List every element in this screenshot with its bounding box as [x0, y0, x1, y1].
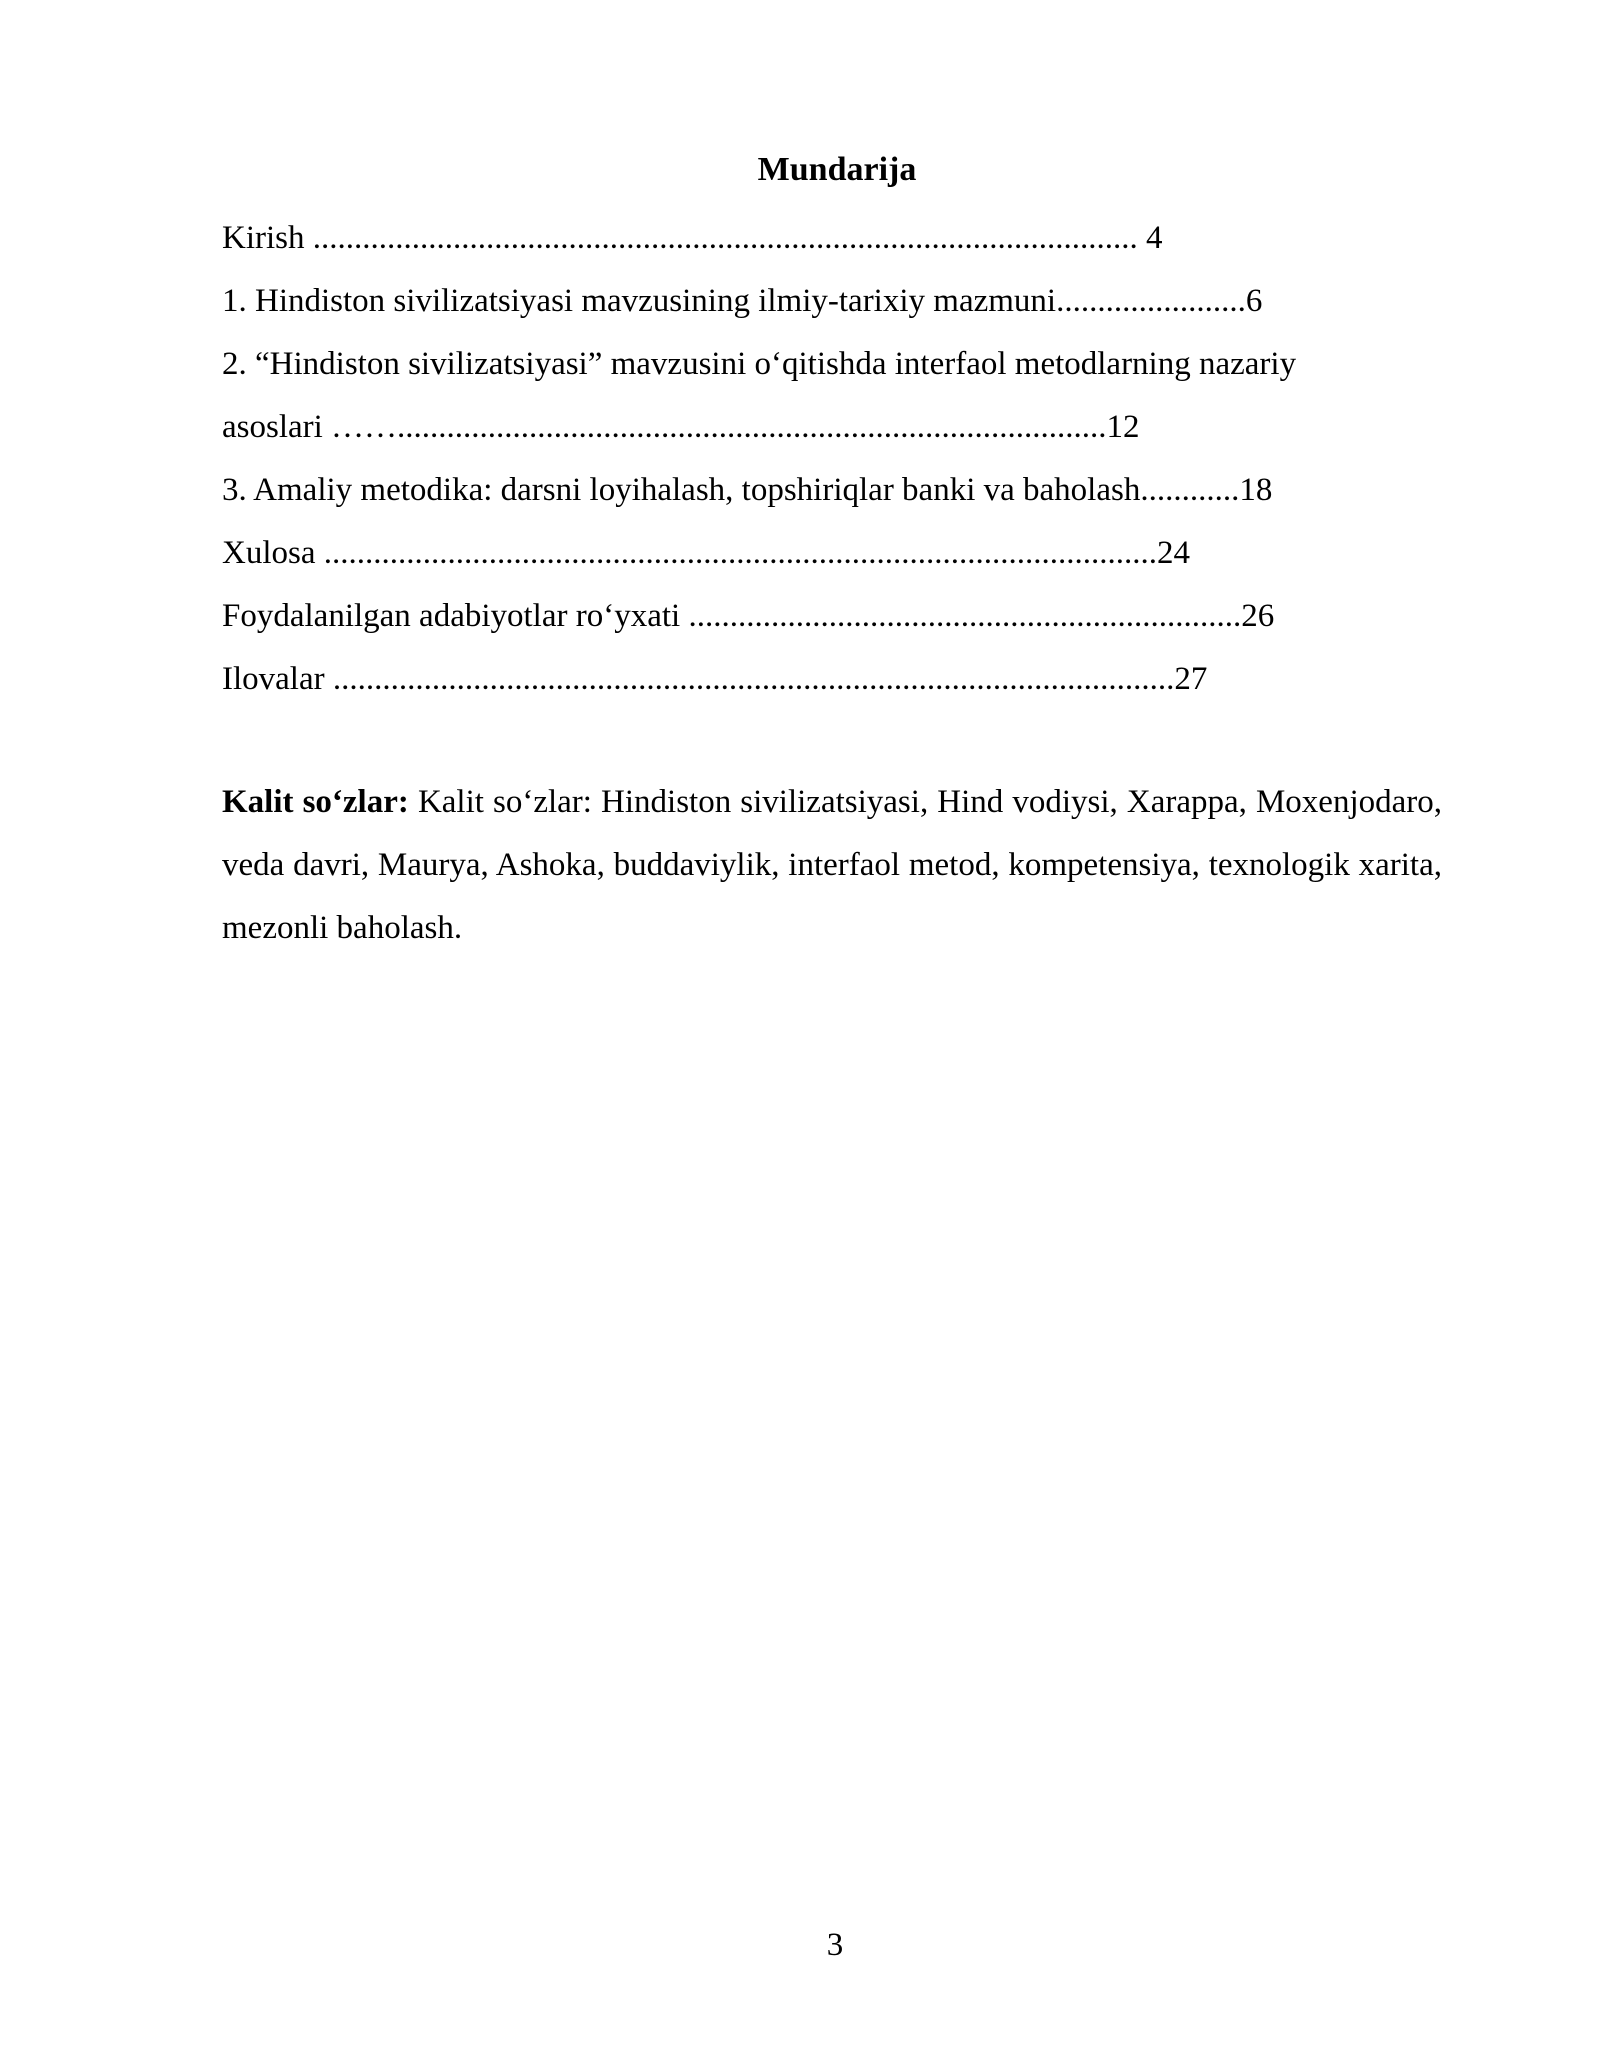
table-of-contents — [222, 207, 1442, 711]
toc-title: Mundarija — [757, 151, 917, 188]
toc-entry-chapter-1: 1. Hindiston sivilizatsiyasi mavzusining ilmiy-tarixiy mazmuni.......................6 — [222, 283, 1263, 319]
page-content — [222, 145, 1442, 960]
keywords-paragraph — [222, 771, 1442, 960]
toc-entry-appendices: Ilovalar ......................................................................................................27 — [222, 661, 1208, 697]
toc-entry-kirish: Kirish .................................................................................................... 4 — [222, 220, 1163, 256]
toc-entry-chapter-2: 2. “Hindiston sivilizatsiyasi” mavzusini oʻqitishda interfaol metodlarning nazariy — [222, 346, 1297, 382]
page-number: 3 — [826, 1927, 844, 1963]
toc-entry-references: Foydalanilgan adabiyotlar roʻyxati ...................................................................26 — [222, 598, 1275, 634]
toc-entry-chapter-3: 3. Amaliy metodika: darsni loyihalash, topshiriqlar banki va baholash............18 — [222, 472, 1273, 508]
toc-entry-chapter-2-continued: asoslari ……......................................................................................12 — [222, 409, 1140, 445]
keywords-text: Kalit soʻzlar: Hindiston sivilizatsiyasi, Hind vodiysi, Xarappa, Moxenjodaro, veda davri, Maurya, Ashoka, buddaviylik, interfaol metod, kompetensiya, texnologik xarita, mezonli baholash. — [222, 784, 1442, 946]
toc-entry-xulosa: Xulosa .....................................................................................................24 — [222, 535, 1190, 571]
keywords-label: Kalit soʻzlar: — [222, 784, 409, 820]
